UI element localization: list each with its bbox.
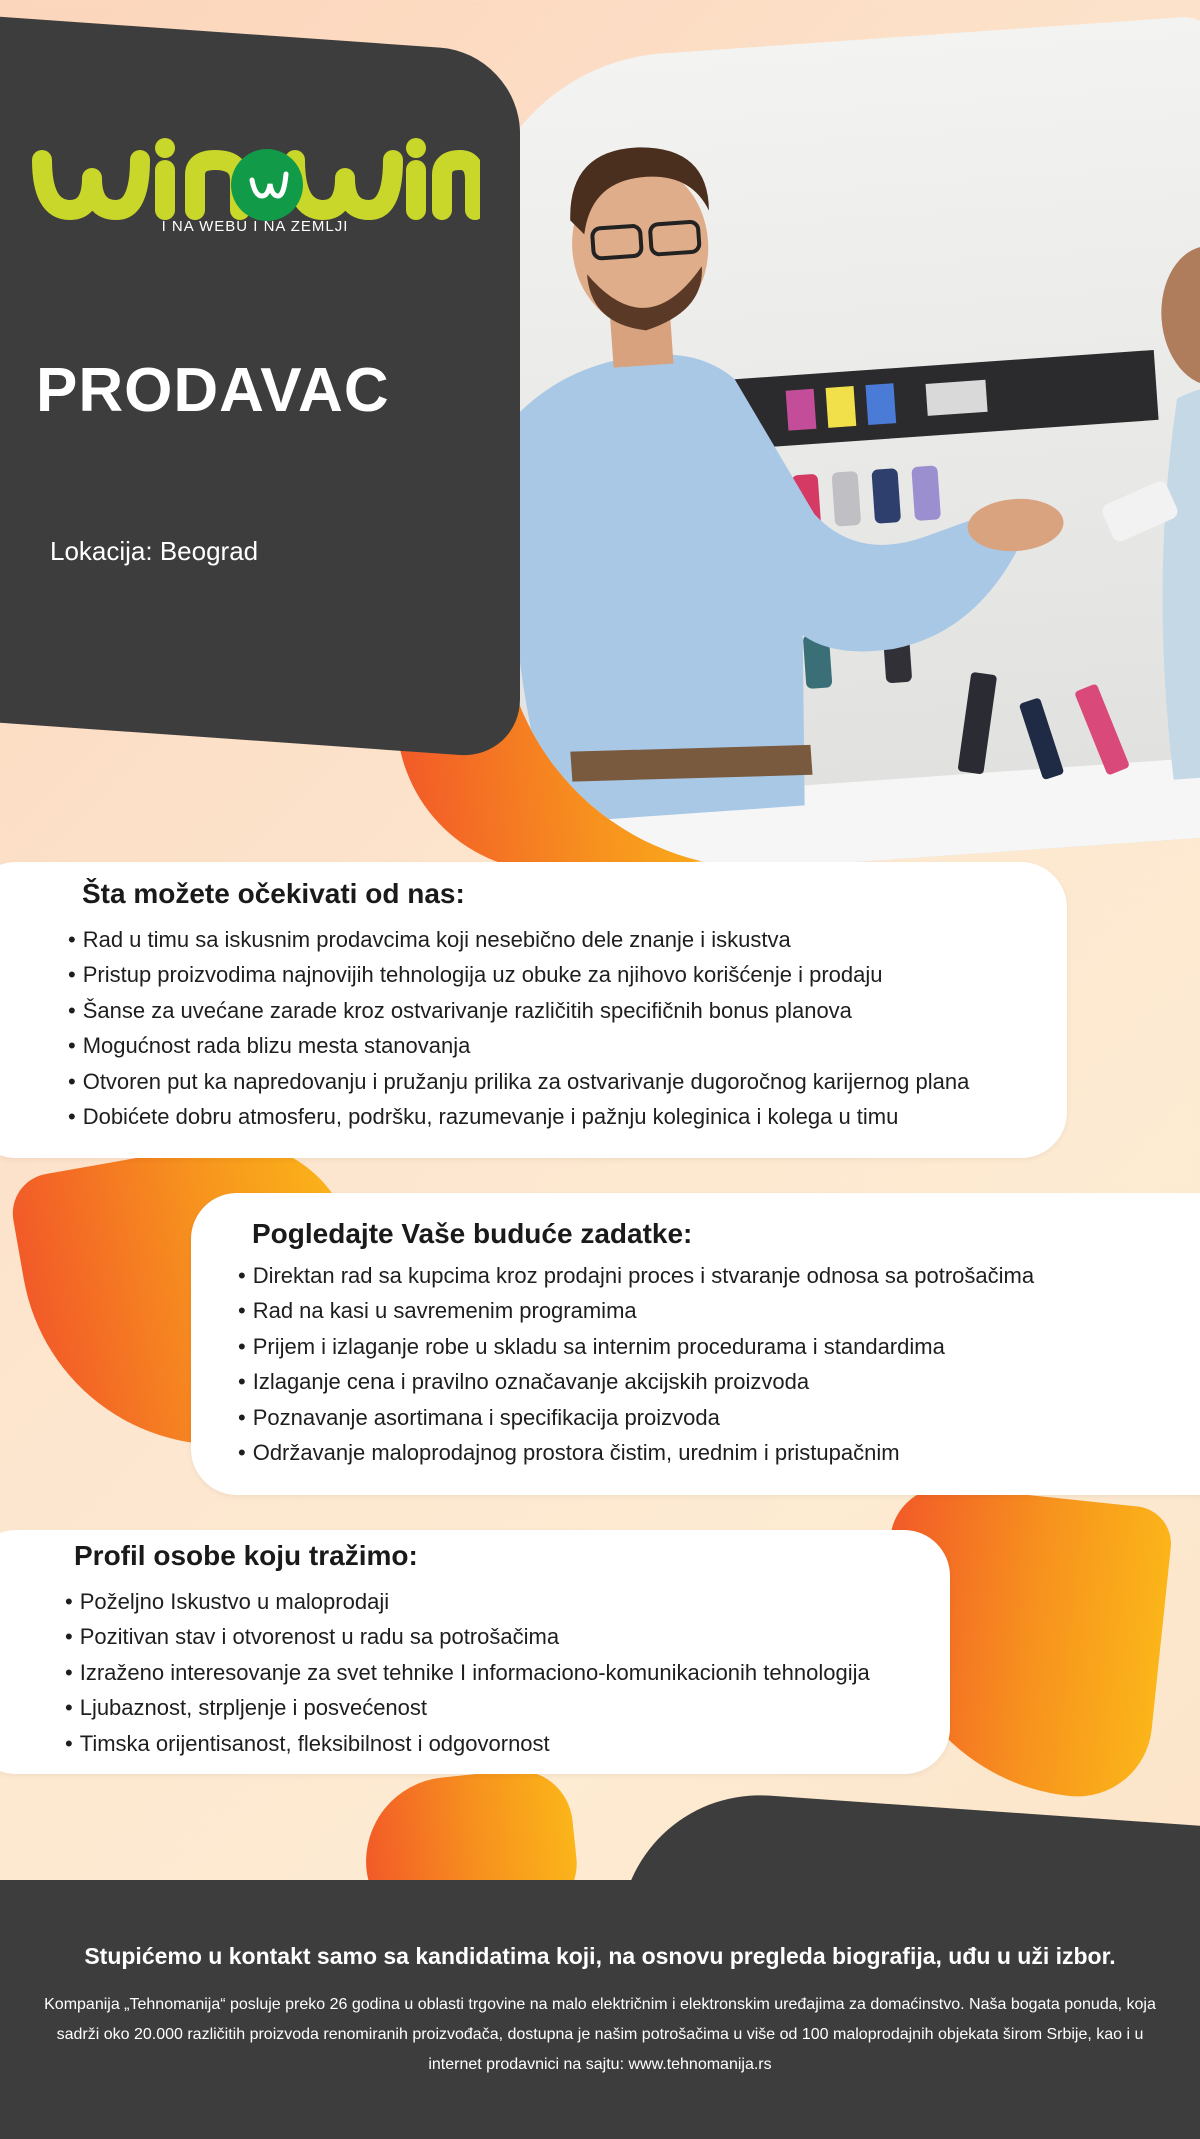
list-item: • Izlaganje cena i pravilno označavanje akcijskih proizvoda bbox=[238, 1364, 1034, 1399]
list-item: • Timska orijentisanost, fleksibilnost i odgovornost bbox=[65, 1726, 870, 1761]
list-item: • Direktan rad sa kupcima kroz prodajni proces i stvaranje odnosa sa potrošačima bbox=[238, 1258, 1034, 1293]
list-item: • Rad u timu sa iskusnim prodavcima koji nesebično dele znanje i iskustva bbox=[68, 922, 969, 957]
offer-list bbox=[68, 922, 969, 1134]
list-item: • Otvoren put ka napredovanju i pružanju prilika za ostvarivanje dugoročnog karijernog plana bbox=[68, 1064, 969, 1099]
tasks-title: Pogledajte Vaše buduće zadatke: bbox=[252, 1218, 693, 1249]
list-item: • Pozitivan stav i otvorenost u radu sa potrošačima bbox=[65, 1619, 870, 1654]
profile-list bbox=[65, 1584, 870, 1761]
list-item: • Izraženo interesovanje za svet tehnike I informaciono-komunikacionih tehnologija bbox=[65, 1655, 870, 1690]
list-item: • Rad na kasi u savremenim programima bbox=[238, 1293, 1034, 1328]
job-location: Lokacija: Beograd bbox=[50, 536, 259, 566]
list-item: • Šanse za uvećane zarade kroz ostvarivanje različitih specifičnih bonus planova bbox=[68, 993, 969, 1028]
page-title: PRODAVAC bbox=[36, 356, 390, 425]
footer-headline: Stupićemo u kontakt samo sa kandidatima koji, na osnovu pregleda biografija, uđu u uži izbor. bbox=[84, 1943, 1116, 1969]
logo-tagline: I NA WEBU I NA ZEMLJI bbox=[161, 218, 349, 235]
list-item: • Ljubaznost, strpljenje i posvećenost bbox=[65, 1690, 870, 1725]
list-item: • Poznavanje asortimana i specifikacija proizvoda bbox=[238, 1400, 1034, 1435]
profile-title: Profil osobe koju tražimo: bbox=[74, 1540, 418, 1571]
list-item: • Poželjno Iskustvo u maloprodaji bbox=[65, 1584, 870, 1619]
list-item: • Mogućnost rada blizu mesta stanovanja bbox=[68, 1028, 969, 1063]
company-description: Kompanija „Tehnomanija“ posluje preko 26 godina u oblasti trgovine na malo električnim i elektronskim uređajima za domaćinstvo. Naša bogata ponuda, koja sadrži oko 20.000 različitih proizvoda renomiranih proizvođača, dostupna je našim potrošačima u više od 100 maloprodajnih objekata širom Srbije, kao i u internet prodavnici na sajtu: www.tehnomanija.rs bbox=[44, 1996, 1156, 2073]
list-item: • Pristup proizvodima najnovijih tehnologija uz obuke za njihovo korišćenje i prodaju bbox=[68, 957, 969, 992]
list-item: • Dobićete dobru atmosferu, podršku, razumevanje i pažnju koleginica i kolega u timu bbox=[68, 1099, 969, 1134]
hero-photo bbox=[462, 14, 1200, 885]
list-item: • Održavanje maloprodajnog prostora čistim, urednim i pristupačnim bbox=[238, 1435, 1034, 1470]
list-item: • Prijem i izlaganje robe u skladu sa internim procedurama i standardima bbox=[238, 1329, 1034, 1364]
tasks-list bbox=[238, 1258, 1034, 1470]
offer-title: Šta možete očekivati od nas: bbox=[82, 878, 465, 909]
salesman-photo-illustration bbox=[462, 14, 1200, 885]
